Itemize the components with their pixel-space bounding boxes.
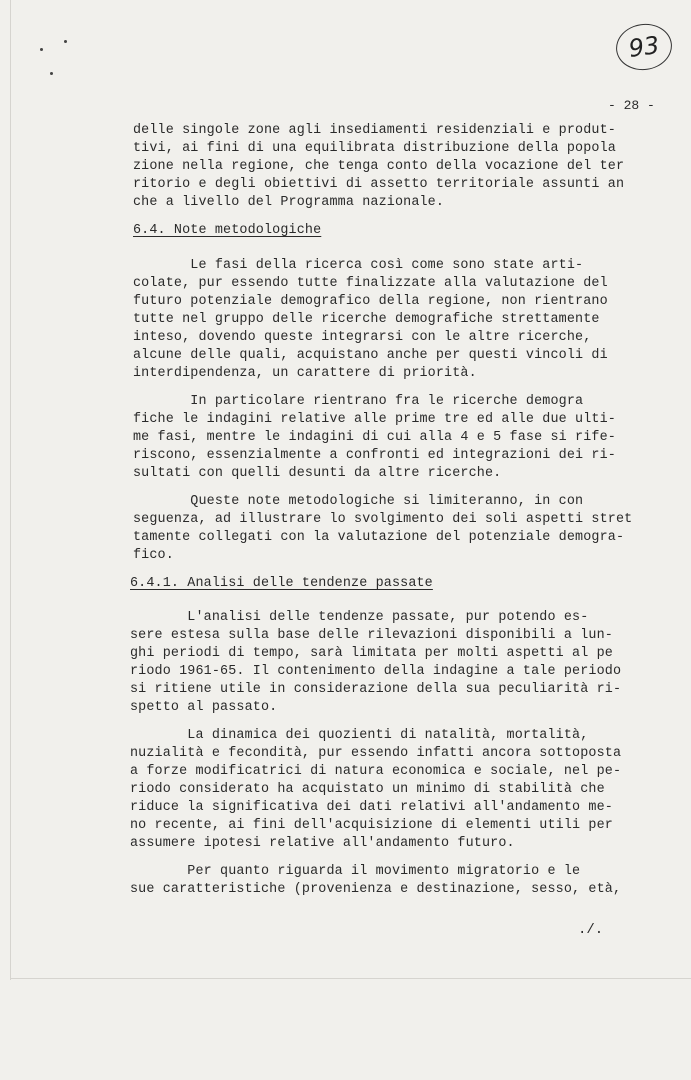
text-line: riscono, essenzialmente a confronti ed integrazioni dei ri- xyxy=(133,448,616,463)
text-line: riduce la significativa dei dati relativi all'andamento me- xyxy=(130,800,613,815)
text-line: no recente, ai fini dell'acquisizione di elementi utili per xyxy=(130,818,613,833)
text-line: sere estesa sulla base delle rilevazioni disponibili a lun- xyxy=(130,628,613,643)
text-line: Queste note metodologiche si limiteranno, in con xyxy=(133,494,584,509)
scan-bottom-edge xyxy=(10,978,691,979)
text-line: Per quanto riguarda il movimento migratorio e le xyxy=(130,864,581,879)
text-line: seguenza, ad illustrare lo svolgimento dei soli aspetti stret xyxy=(133,512,633,527)
section-heading: 6.4.1. Analisi delle tendenze passate xyxy=(130,576,433,591)
text-line: zione nella regione, che tenga conto della vocazione del ter xyxy=(133,159,625,174)
text-line: La dinamica dei quozienti di natalità, mortalità, xyxy=(130,728,589,743)
text-line: nuzialità e fecondità, pur essendo infatti ancora sottoposta xyxy=(130,746,622,761)
text-line: ghi periodi di tempo, sarà limitata per molti aspetti al pe xyxy=(130,646,613,661)
text-line: tutte nel gruppo delle ricerche demografiche strettamente xyxy=(133,312,600,327)
page-number: - 28 - xyxy=(608,98,655,113)
page-stamp: 93 xyxy=(613,20,675,73)
text-line: fico. xyxy=(133,548,174,563)
text-line: sultati con quelli desunti da altre ricerche. xyxy=(133,466,502,481)
text-line: inteso, dovendo queste integrarsi con le altre ricerche, xyxy=(133,330,592,345)
scan-edge xyxy=(10,0,11,980)
text-line: riodo considerato ha acquistato un minimo di stabilità che xyxy=(130,782,605,797)
text-line: tivi, ai fini di una equilibrata distribuzione della popola xyxy=(133,141,616,156)
text-line: a forze modificatrici di natura economica e sociale, nel pe- xyxy=(130,764,622,779)
text-line: L'analisi delle tendenze passate, pur potendo es- xyxy=(130,610,589,625)
text-line: me fasi, mentre le indagini di cui alla 4 e 5 fase si rife- xyxy=(133,430,616,445)
text-line: delle singole zone agli insediamenti residenziali e produt- xyxy=(133,123,616,138)
text-line: si ritiene utile in considerazione della sua peculiarità ri- xyxy=(130,682,622,697)
text-line: Le fasi della ricerca così come sono state arti- xyxy=(133,258,584,273)
text-line: tamente collegati con la valutazione del potenziale demogra- xyxy=(133,530,625,545)
text-line: colate, pur essendo tutte finalizzate alla valutazione del xyxy=(133,276,608,291)
text-line: alcune delle quali, acquistano anche per questi vincoli di xyxy=(133,348,608,363)
text-line: fiche le indagini relative alle prime tre ed alle due ulti- xyxy=(133,412,616,427)
text-line: In particolare rientrano fra le ricerche demogra xyxy=(133,394,584,409)
text-line: sue caratteristiche (provenienza e destinazione, sesso, età, xyxy=(130,882,622,897)
text-line: assumere ipotesi relative all'andamento futuro. xyxy=(130,836,515,851)
section-heading: 6.4. Note metodologiche xyxy=(133,223,322,238)
continuation-mark: ./. xyxy=(578,922,604,938)
text-line: interdipendenza, un carattere di priorità. xyxy=(133,366,477,381)
scan-speck xyxy=(40,48,43,51)
text-line: ritorio e degli obiettivi di assetto territoriale assunti an xyxy=(133,177,625,192)
text-line: spetto al passato. xyxy=(130,700,278,715)
text-line: futuro potenziale demografico della regione, non rientrano xyxy=(133,294,608,309)
scan-speck xyxy=(50,72,53,75)
text-line: riodo 1961-65. Il contenimento della indagine a tale periodo xyxy=(130,664,622,679)
text-line: che a livello del Programma nazionale. xyxy=(133,195,445,210)
scan-speck xyxy=(64,40,67,43)
